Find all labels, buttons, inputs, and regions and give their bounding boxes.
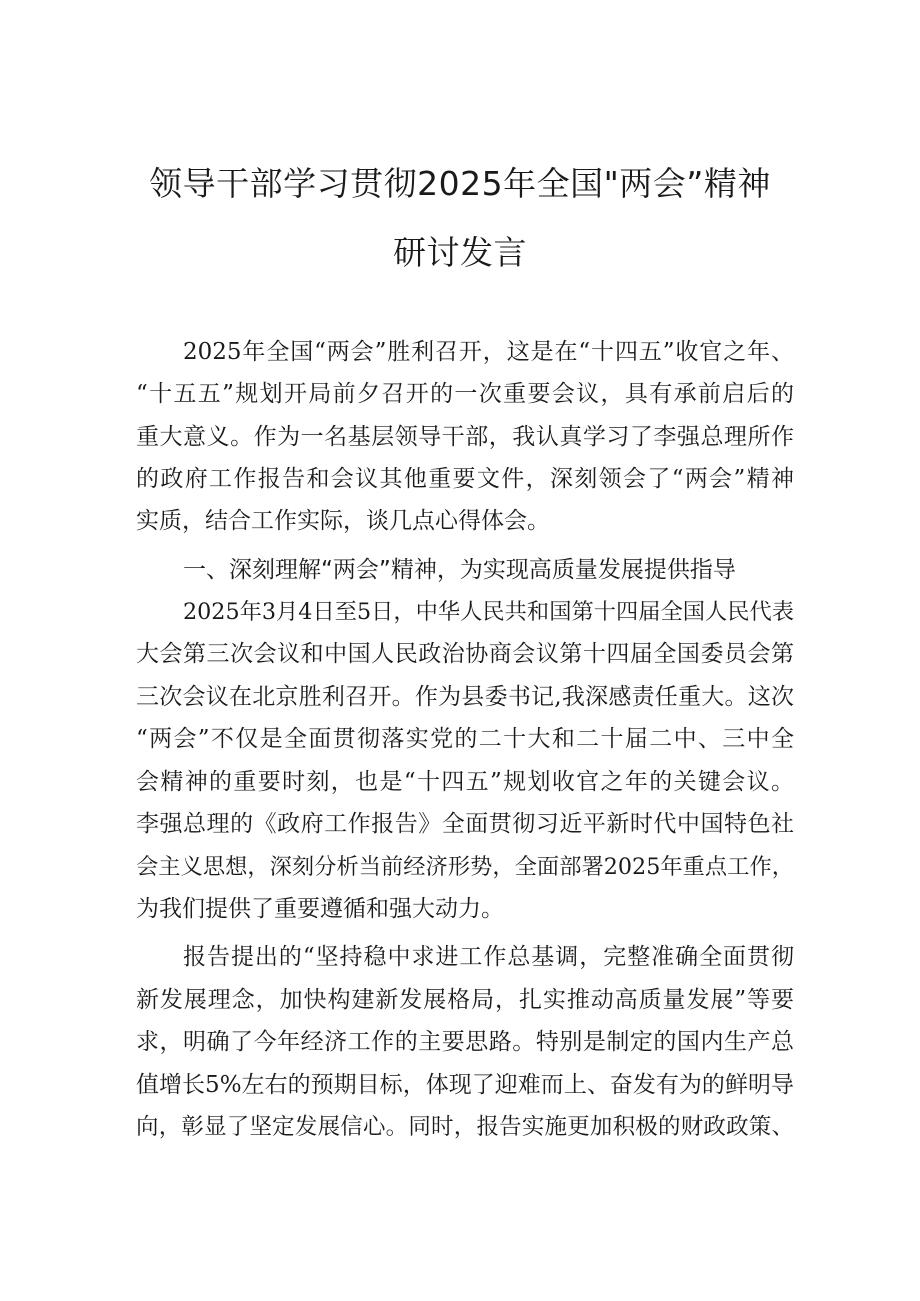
paragraph-1-line: 2025年全国“两会”胜利召开，这是在“十四五”收官之年、 — [183, 339, 794, 365]
paragraph-2-line: “两会”不仅是全面贯彻落实党的二十大和二十届二中、三中全 — [136, 726, 794, 752]
paragraph-3-line: 报告提出的“坚持稳中求进工作总基调，完整准确全面贯彻 — [183, 944, 794, 970]
paragraph-1-line: 的政府工作报告和会议其他重要文件，深刻领会了“两会”精神 — [136, 466, 794, 492]
paragraph-2-line: 三次会议在北京胜利召开。作为县委书记,我深感责任重大。这次 — [136, 684, 794, 710]
paragraph-2-line: 李强总理的《政府工作报告》全面贯彻习近平新时代中国特色社 — [136, 811, 794, 837]
paragraph-2-line: 会主义思想，深刻分析当前经济形势，全面部署2025年重点工作， — [136, 854, 794, 880]
paragraph-1-line: 实质，结合工作实际，谈几点心得体会。 — [136, 508, 550, 534]
section-heading-1: 一、深刻理解“两会”精神，为实现高质量发展提供指导 — [183, 557, 736, 583]
paragraph-2-line: 为我们提供了重要遵循和强大动力。 — [136, 896, 504, 922]
paragraph-2-line: 2025年3月4日至5日，中华人民共和国第十四届全国人民代表 — [183, 599, 794, 625]
document-title-line-1: 领导干部学习贯彻2025年全国"两会”精神 — [149, 164, 771, 203]
paragraph-3-line: 值增长5%左右的预期目标，体现了迎难而上、奋发有为的鲜明导 — [136, 1072, 794, 1098]
paragraph-2-line: 会精神的重要时刻，也是“十四五”规划收官之年的关键会议。 — [136, 769, 794, 795]
paragraph-3-line: 新发展理念，加快构建新发展格局，扎实推动高质量发展”等要 — [136, 987, 794, 1013]
paragraph-1-line: 重大意义。作为一名基层领导干部，我认真学习了李强总理所作 — [136, 424, 794, 450]
paragraph-2-line: 大会第三次会议和中国人民政治协商会议第十四届全国委员会第 — [136, 641, 794, 667]
paragraph-1-line: “十五五”规划开局前夕召开的一次重要会议，具有承前启后的 — [136, 381, 794, 407]
document-title-line-2: 研讨发言 — [393, 233, 527, 272]
paragraph-3-line: 向，彰显了坚定发展信心。同时，报告实施更加积极的财政政策、 — [136, 1114, 794, 1140]
paragraph-3-line: 求，明确了今年经济工作的主要思路。特别是制定的国内生产总 — [136, 1029, 794, 1055]
